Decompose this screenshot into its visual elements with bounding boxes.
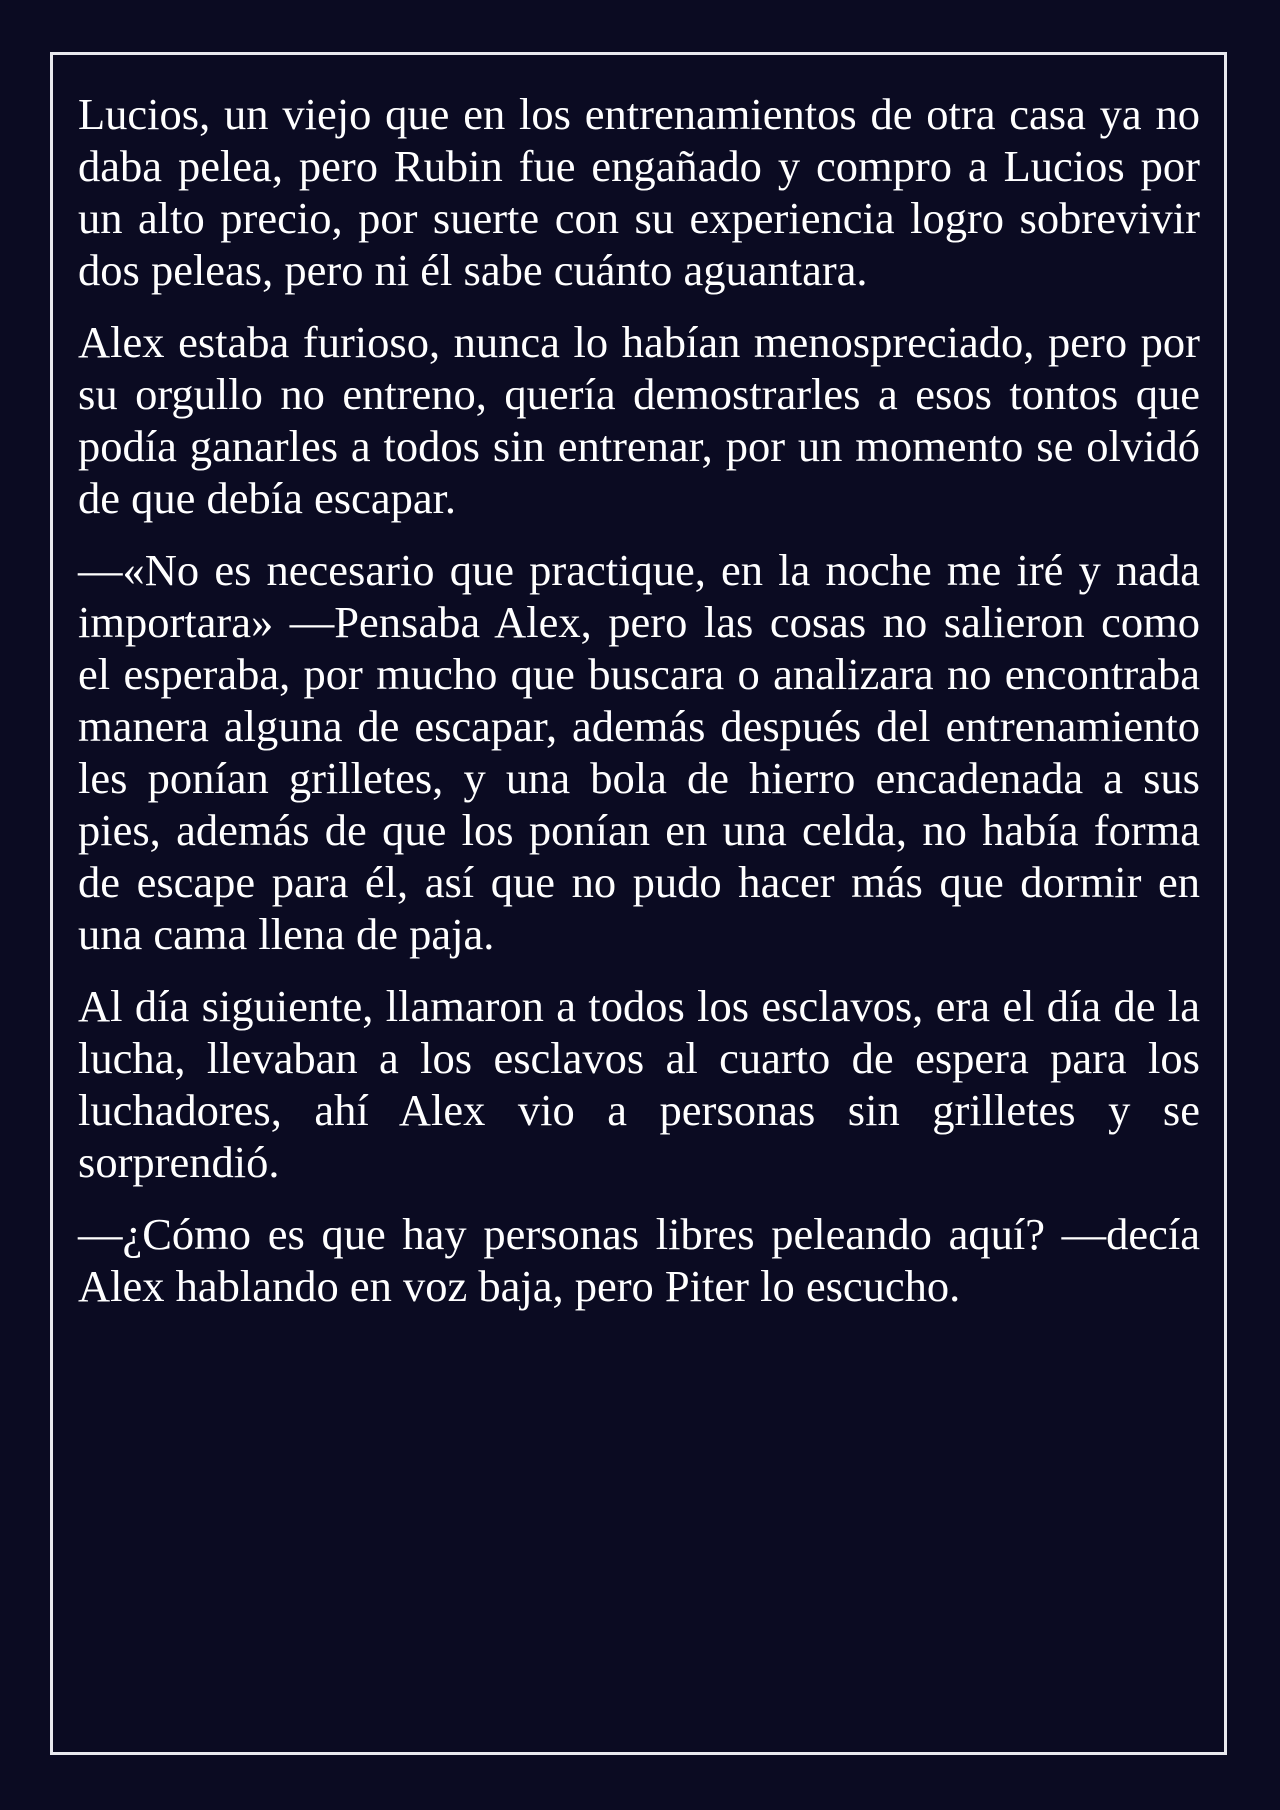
paragraph: Alex estaba furioso, nunca lo habían menospreciado, pero por su orgullo no entreno, quería demostrarles a esos tontos que podía ganarles a todos sin entrenar, por un momento se olvidó de que debía escapar. bbox=[78, 317, 1200, 523]
paragraph: —¿Cómo es que hay personas libres peleando aquí? —decía Alex hablando en voz baja, pero Piter lo escucho. bbox=[78, 1209, 1200, 1311]
paragraph: —«No es necesario que practique, en la noche me iré y nada importara» —Pensaba Alex, pero las cosas no salieron como el esperaba, por mucho que buscara o analizara no encontraba manera alguna de escapar, además después del entrenamiento les ponían grilletes, y una bola de hierro encadenada a sus pies, además de que los ponían en una celda, no había forma de escape para él, así que no pudo hacer más que dormir en una cama llena de paja. bbox=[78, 545, 1200, 959]
body-text bbox=[78, 88, 1200, 1332]
paragraph: Al día siguiente, llamaron a todos los esclavos, era el día de la lucha, llevaban a los esclavos al cuarto de espera para los luchadores, ahí Alex vio a personas sin grilletes y se sorprendió. bbox=[78, 981, 1200, 1187]
paragraph: Lucios, un viejo que en los entrenamientos de otra casa ya no daba pelea, pero Rubin fue engañado y compro a Lucios por un alto precio, por suerte con su experiencia logro sobrevivir dos peleas, pero ni él sabe cuánto aguantara. bbox=[78, 89, 1200, 295]
